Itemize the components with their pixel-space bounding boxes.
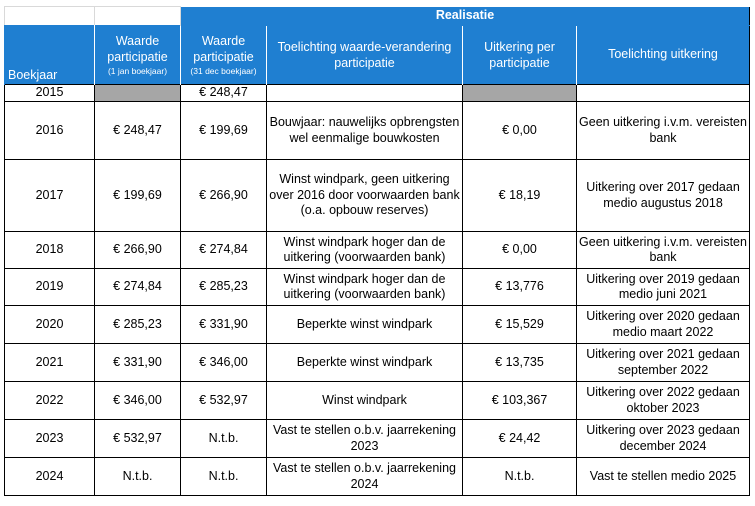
cell-begin: € 285,23 — [95, 306, 181, 344]
cell-eind: € 266,90 — [181, 160, 267, 232]
cell-toelichting-waarde: Winst windpark hoger dan de uitkering (voorwaarden bank) — [267, 232, 463, 269]
col-header-boekjaar: Boekjaar — [5, 25, 95, 85]
cell-eind: € 248,47 — [181, 85, 267, 102]
cell-begin: € 199,69 — [95, 160, 181, 232]
table-row — [5, 160, 750, 232]
cell-jaar: 2015 — [5, 85, 95, 102]
table-row — [5, 269, 750, 306]
cell-uitkering: € 13,735 — [463, 344, 577, 382]
cell-toelichting-uitkering: Uitkering over 2019 gedaan medio juni 2021 — [577, 269, 750, 306]
cell-begin: N.t.b. — [95, 458, 181, 496]
cell-begin: € 248,47 — [95, 102, 181, 160]
cell-eind: € 532,97 — [181, 382, 267, 420]
cell-toelichting-uitkering: Geen uitkering i.v.m. vereisten bank — [577, 232, 750, 269]
cell-jaar: 2022 — [5, 382, 95, 420]
table-row — [5, 102, 750, 160]
cell-toelichting-waarde: Winst windpark — [267, 382, 463, 420]
cell-toelichting-uitkering: Vast te stellen medio 2025 — [577, 458, 750, 496]
col-header-waarde-eind-title: Waarde participatie — [193, 33, 254, 64]
cell-eind: € 331,90 — [181, 306, 267, 344]
cell-toelichting-uitkering: Uitkering over 2023 gedaan december 2024 — [577, 420, 750, 458]
table-row — [5, 232, 750, 269]
col-header-uitkering — [463, 25, 577, 85]
corner-blank-cell — [95, 7, 181, 26]
cell-toelichting-waarde — [267, 85, 463, 102]
cell-toelichting-waarde: Bouwjaar: nauwelijks opbrengsten wel eenmalige bouwkosten — [267, 102, 463, 160]
cell-jaar: 2019 — [5, 269, 95, 306]
cell-eind: € 274,84 — [181, 232, 267, 269]
cell-eind: € 346,00 — [181, 344, 267, 382]
cell-begin: € 266,90 — [95, 232, 181, 269]
cell-jaar: 2021 — [5, 344, 95, 382]
cell-uitkering: N.t.b. — [463, 458, 577, 496]
cell-toelichting-waarde: Beperkte winst windpark — [267, 306, 463, 344]
cell-toelichting-uitkering: Uitkering over 2017 gedaan medio augustus 2018 — [577, 160, 750, 232]
cell-toelichting-uitkering: Uitkering over 2020 gedaan medio maart 2022 — [577, 306, 750, 344]
cell-toelichting-uitkering: Geen uitkering i.v.m. vereisten bank — [577, 102, 750, 160]
cell-begin: € 331,90 — [95, 344, 181, 382]
cell-eind: € 199,69 — [181, 102, 267, 160]
table-row — [5, 420, 750, 458]
table-row — [5, 458, 750, 496]
col-header-waarde-begin-title: Waarde participatie — [107, 33, 168, 64]
cell-jaar: 2024 — [5, 458, 95, 496]
col-header-waarde-eind-sub: (31 dec boekjaar) — [190, 65, 257, 76]
col-header-waarde-begin — [95, 25, 181, 85]
cell-uitkering: € 0,00 — [463, 102, 577, 160]
cell-uitkering: € 0,00 — [463, 232, 577, 269]
col-header-waarde-begin-sub: (1 jan boekjaar) — [107, 65, 168, 76]
cell-begin: € 274,84 — [95, 269, 181, 306]
cell-begin-empty — [95, 85, 181, 102]
cell-jaar: 2016 — [5, 102, 95, 160]
cell-toelichting-waarde: Winst windpark hoger dan de uitkering (voorwaarden bank) — [267, 269, 463, 306]
cell-uitkering-empty — [463, 85, 577, 102]
cell-uitkering: € 15,529 — [463, 306, 577, 344]
cell-jaar: 2018 — [5, 232, 95, 269]
col-header-waarde-eind — [181, 25, 267, 85]
cell-uitkering: € 13,776 — [463, 269, 577, 306]
table-row — [5, 382, 750, 420]
cell-toelichting-uitkering: Uitkering over 2021 gedaan september 2022 — [577, 344, 750, 382]
cell-eind: N.t.b. — [181, 420, 267, 458]
participation-table-sheet — [4, 6, 750, 496]
cell-jaar: 2020 — [5, 306, 95, 344]
cell-eind: N.t.b. — [181, 458, 267, 496]
cell-toelichting-waarde: Vast te stellen o.b.v. jaarrekening 2024 — [267, 458, 463, 496]
participation-table — [4, 6, 750, 496]
cell-toelichting-waarde: Winst windpark, geen uitkering over 2016 door voorwaarden bank (o.a. opbouw reserves) — [267, 160, 463, 232]
cell-toelichting-uitkering — [577, 85, 750, 102]
cell-uitkering: € 24,42 — [463, 420, 577, 458]
table-row — [5, 306, 750, 344]
cell-jaar: 2023 — [5, 420, 95, 458]
cell-toelichting-waarde: Vast te stellen o.b.v. jaarrekening 2023 — [267, 420, 463, 458]
cell-jaar: 2017 — [5, 160, 95, 232]
realisatie-group-header: Realisatie — [181, 7, 750, 26]
col-header-uitkering-text: Uitkering per participatie — [484, 39, 555, 70]
col-header-toelichting-waarde — [267, 25, 463, 85]
table-row — [5, 85, 750, 102]
col-header-toelichting-waarde-text: Toelichting waarde-verandering participatie — [277, 39, 452, 70]
cell-toelichting-waarde: Beperkte winst windpark — [267, 344, 463, 382]
cell-toelichting-uitkering: Uitkering over 2022 gedaan oktober 2023 — [577, 382, 750, 420]
cell-uitkering: € 18,19 — [463, 160, 577, 232]
cell-uitkering: € 103,367 — [463, 382, 577, 420]
cell-begin: € 346,00 — [95, 382, 181, 420]
cell-eind: € 285,23 — [181, 269, 267, 306]
corner-blank-cell — [5, 7, 95, 26]
col-header-toelichting-uitkering: Toelichting uitkering — [577, 25, 750, 85]
table-row — [5, 344, 750, 382]
cell-begin: € 532,97 — [95, 420, 181, 458]
